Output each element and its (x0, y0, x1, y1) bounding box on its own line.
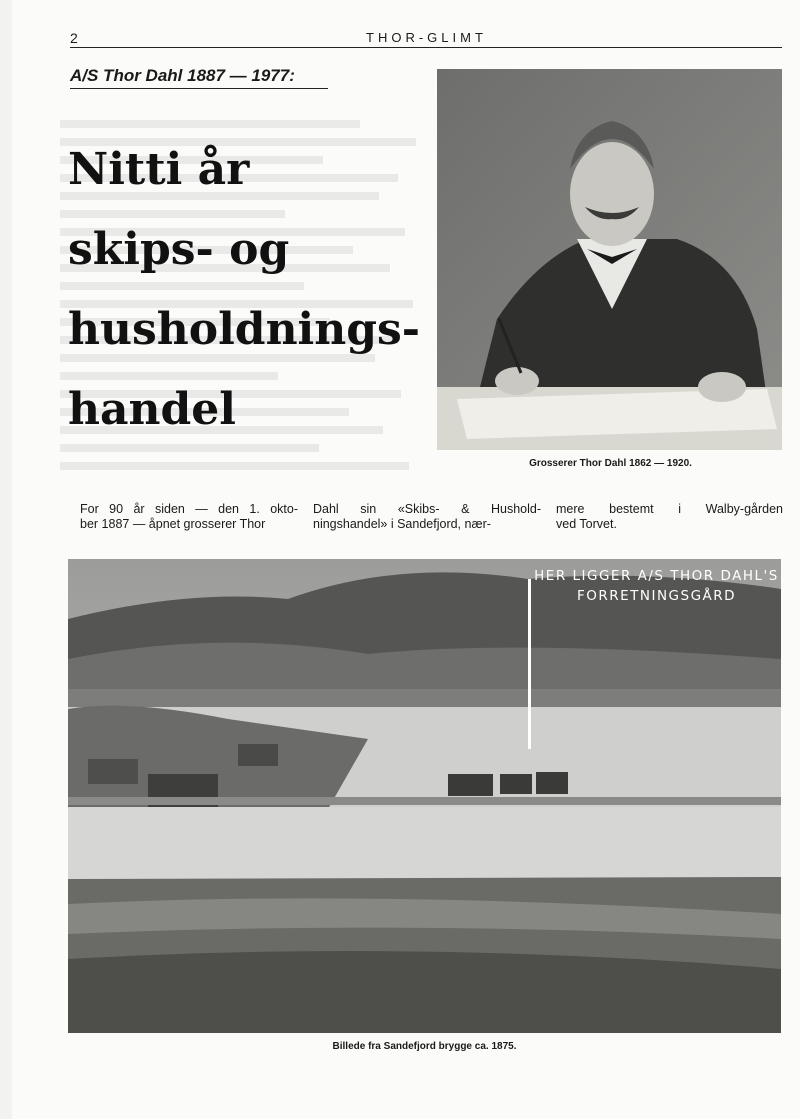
sign-line-2: FORRETNINGSGÅRD (576, 588, 737, 604)
intro-line: Dahl sin «Skibs- & Hushold- (313, 502, 541, 516)
intro-column-1 (80, 502, 298, 532)
magazine-title: THOR-GLIMT (366, 30, 487, 45)
article-headline (68, 130, 428, 450)
photo-caption: Billede fra Sandefjord brygge ca. 1875. (332, 1041, 517, 1052)
harbour-photo (68, 559, 781, 1033)
intro-line: For 90 år siden — den 1. okto- (80, 502, 298, 516)
header-rule (70, 47, 782, 48)
photo-sign (534, 566, 779, 606)
kicker-rule (70, 88, 328, 89)
intro-column-2 (313, 502, 541, 532)
sign-line-1: HER LIGGER A/S THOR DAHL'S (534, 568, 779, 584)
intro-line: mere bestemt i Walby-gården (556, 502, 783, 516)
portrait-caption: Grosserer Thor Dahl 1862 — 1920. (529, 458, 692, 469)
headline-line-1: Nitti år (68, 144, 250, 195)
headline-line-4: handel (68, 384, 236, 435)
intro-column-3 (556, 502, 783, 532)
intro-line: ningshandel» i Sandefjord, nær- (313, 517, 491, 531)
article-kicker: A/S Thor Dahl 1887 — 1977: (70, 66, 295, 85)
portrait-photo (437, 69, 782, 450)
headline-line-3: husholdnings- (68, 304, 421, 355)
headline-line-2: skips- og (68, 224, 290, 275)
intro-line: ved Torvet. (556, 517, 617, 531)
page-number: 2 (70, 30, 78, 46)
intro-line: ber 1887 — åpnet grosserer Thor (80, 517, 266, 531)
